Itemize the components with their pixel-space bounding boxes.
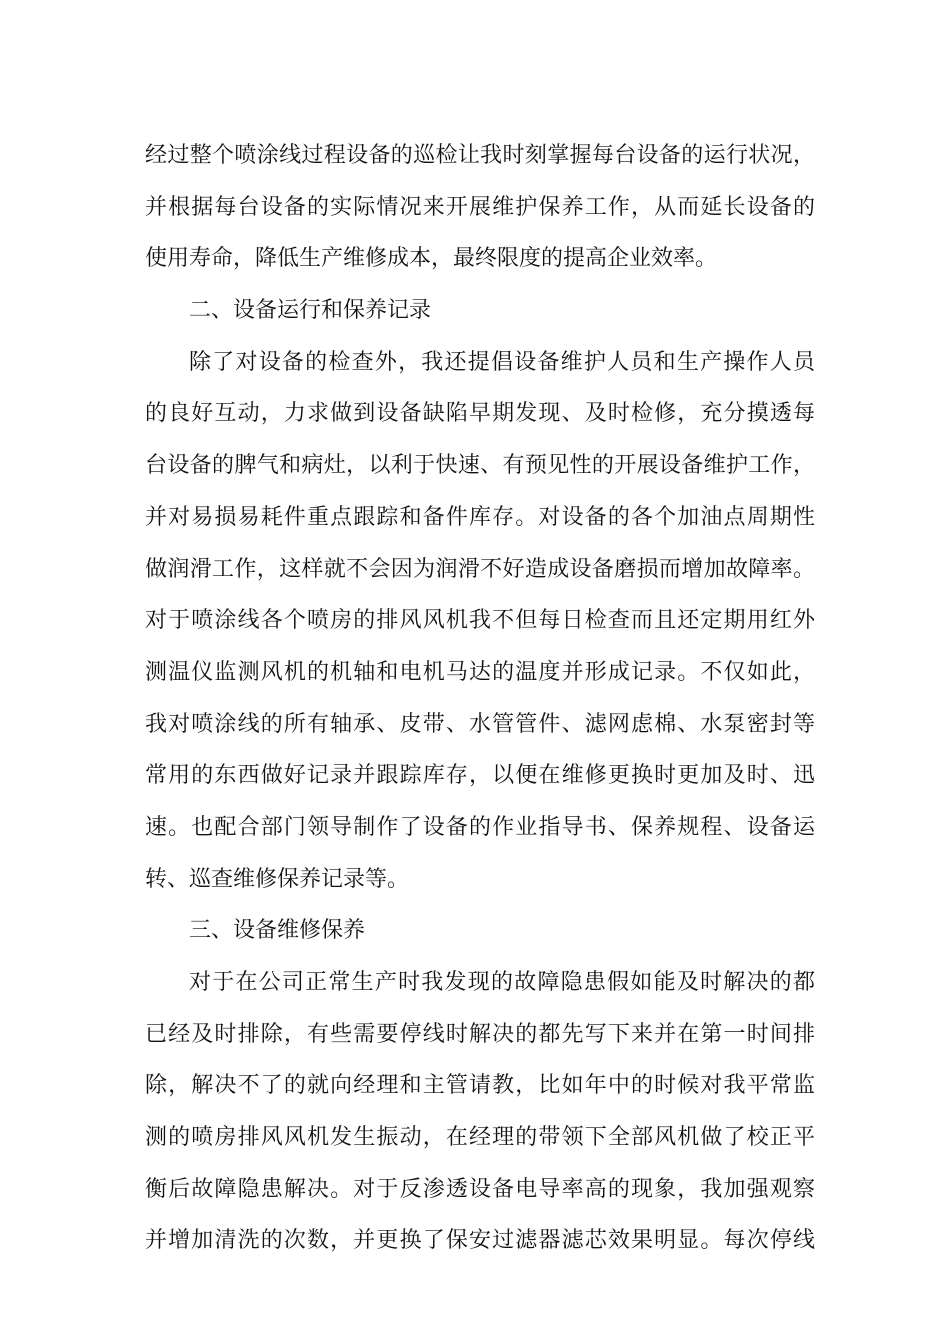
document-body bbox=[145, 130, 815, 1267]
text-line: 常用的东西做好记录并跟踪库存，以便在维修更换时更加及时、迅 bbox=[145, 763, 815, 789]
text-line: 测温仪监测风机的机轴和电机马达的温度并形成记录。不仅如此， bbox=[145, 659, 815, 685]
text-line: 我对喷涂线的所有轴承、皮带、水管管件、滤网虑棉、水泵密封等 bbox=[145, 711, 815, 737]
text-line: 台设备的脾气和病灶，以利于快速、有预见性的开展设备维护工作， bbox=[145, 453, 815, 479]
text-line: 的良好互动，力求做到设备缺陷早期发现、及时检修，充分摸透每 bbox=[145, 401, 815, 427]
text-line: 测的喷房排风风机发生振动，在经理的带领下全部风机做了校正平 bbox=[145, 1125, 815, 1151]
text-line: 对于喷涂线各个喷房的排风风机我不但每日检查而且还定期用红外 bbox=[145, 608, 815, 634]
text-line: 二、设备运行和保养记录 bbox=[189, 298, 432, 324]
text-line: 并增加清洗的次数，并更换了保安过滤器滤芯效果明显。每次停线 bbox=[145, 1228, 815, 1254]
text-line: 并根据每台设备的实际情况来开展维护保养工作，从而延长设备的 bbox=[145, 194, 815, 220]
text-line: 做润滑工作，这样就不会因为润滑不好造成设备磨损而增加故障率。 bbox=[145, 556, 815, 582]
text-line: 衡后故障隐患解决。对于反渗透设备电导率高的现象，我加强观察 bbox=[145, 1176, 815, 1202]
text-line: 已经及时排除，有些需要停线时解决的都先写下来并在第一时间排 bbox=[145, 1021, 815, 1047]
text-line: 并对易损易耗件重点跟踪和备件库存。对设备的各个加油点周期性 bbox=[145, 504, 815, 530]
text-line: 经过整个喷涂线过程设备的巡检让我时刻掌握每台设备的运行状况， bbox=[145, 143, 815, 168]
text-line: 对于在公司正常生产时我发现的故障隐患假如能及时解决的都 bbox=[189, 970, 815, 995]
text-line: 转、巡查维修保养记录等。 bbox=[145, 866, 410, 892]
text-line: 除了对设备的检查外，我还提倡设备维护人员和生产操作人员 bbox=[189, 349, 815, 375]
text-line: 速。也配合部门领导制作了设备的作业指导书、保养规程、设备运 bbox=[145, 814, 815, 840]
text-line: 除，解决不了的就向经理和主管请教，比如年中的时候对我平常监 bbox=[145, 1073, 815, 1099]
text-line: 三、设备维修保养 bbox=[189, 918, 366, 944]
text-line: 使用寿命，降低生产维修成本，最终限度的提高企业效率。 bbox=[145, 246, 718, 272]
